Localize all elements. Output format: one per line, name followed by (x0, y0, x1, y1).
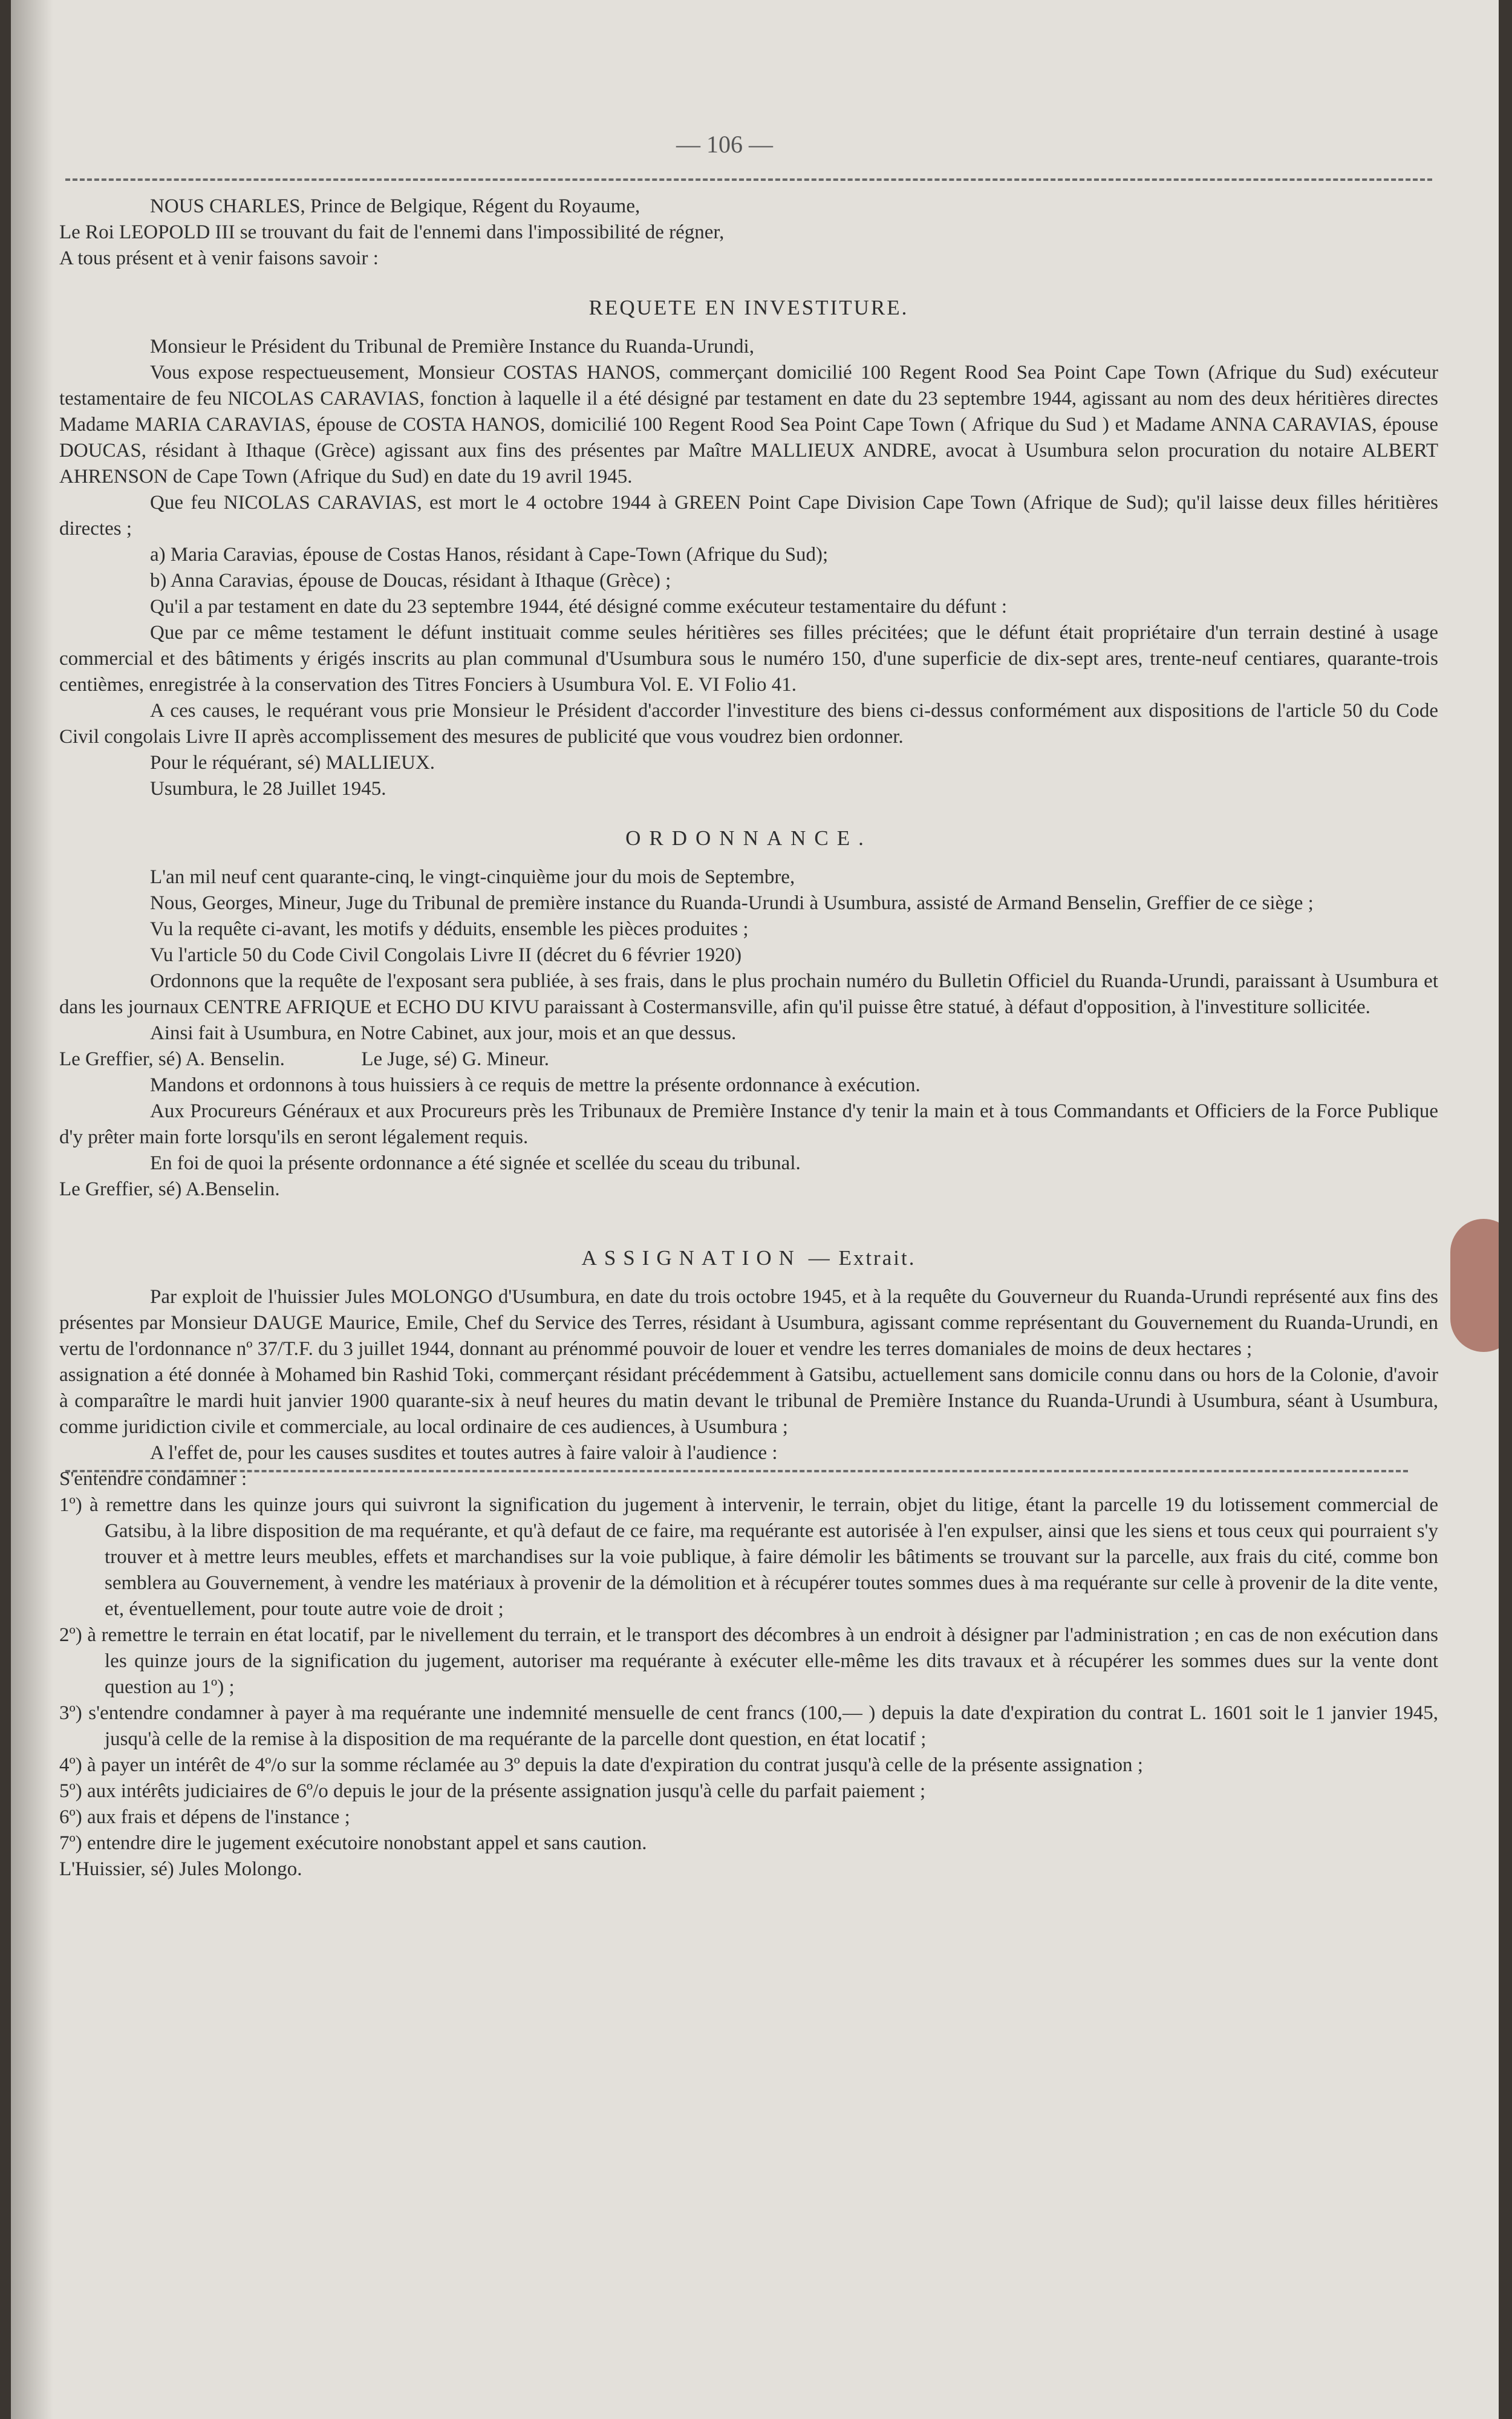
assignation-item: 3º) s'entendre condamner à payer à ma requérante une indemnité mensuelle de cent francs (100,— ) depuis la date d'expiration du contrat L. 1601 soit le 1 janvier 1945, jusqu'à celle de la remise à la disposition de ma requérante de la parcelle dont question, en état locatif ; (59, 1702, 1438, 1750)
requete-paragraph: b) Anna Caravias, épouse de Doucas, résidant à Ithaque (Grèce) ; (150, 570, 671, 592)
requete-paragraph: A ces causes, le requérant vous prie Monsieur le Président d'accorder l'investiture des biens ci-dessus conformément aux dispositions de l'article 50 du Code Civil congolais Livre II après accomplissement des mesures de publicité que vous voudrez bien ordonner. (59, 700, 1438, 748)
page-number: — 106 — (676, 131, 773, 158)
assignation-title: ASSIGNATION (581, 1246, 801, 1270)
requete-paragraph: Que par ce même testament le défunt instituait comme seules héritières ses filles précitées; que le défunt était propriétaire d'un terrain destiné à usage commercial et des bâtiments y érigés inscrits au plan communal d'Usumbura sous le numéro 150, d'une superficie de dix-sept ares, trente-neuf centiares, quarante-trois centièmes, enregistrée à la conservation des Titres Fonciers à Usumbura Vol. E. VI Folio 41. (59, 622, 1438, 696)
assignation-title-line (59, 1245, 1438, 1271)
requete-date: Usumbura, le 28 Juillet 1945. (150, 778, 386, 800)
assignation-paragraph: S'entendre condamner : (59, 1468, 247, 1490)
requete-paragraph: Qu'il a par testament en date du 23 septembre 1944, été désigné comme exécuteur testamentaire du défunt : (150, 596, 1008, 618)
assignation-item: 5º) aux intérêts judiciaires de 6º/o depuis le jour de la présente assignation jusqu'à celle du parfait paiement ; (59, 1780, 926, 1802)
ordonnance-paragraph: Nous, Georges, Mineur, Juge du Tribunal de première instance du Ruanda-Urundi à Usumbura, assisté de Armand Benselin, Greffier de ce siège ; (150, 892, 1314, 914)
assignation-paragraph: Par exploit de l'huissier Jules MOLONGO d'Usumbura, en date du trois octobre 1945, et à la requête du Gouverneur du Ruanda-Urundi représenté aux fins des présentes par Monsieur DAUGE Maurice, Emile, Chef du Service des Terres, résidant à Usumbura, agissant comme représentant du Gouvernement du Ruanda-Urundi, en vertu de l'ordonnance nº 37/T.F. du 3 juillet 1944, donnant au prénommé pouvoir de louer et vendre les terres domaniales de moins de deux hectares ; (59, 1286, 1438, 1360)
ordonnance-paragraph: Ainsi fait à Usumbura, en Notre Cabinet, aux jour, mois et an que dessus. (150, 1022, 737, 1044)
document-body (59, 194, 1438, 1882)
preamble-line-2: Le Roi LEOPOLD III se trouvant du fait de l'ennemi dans l'impossibilité de régner, (59, 221, 725, 243)
assignation-title-suffix: — Extrait. (808, 1246, 916, 1270)
assignation-paragraph: A l'effet de, pour les causes susdites et toutes autres à faire valoir à l'audience : (150, 1442, 778, 1464)
assignation-paragraph: assignation a été donnée à Mohamed bin Rashid Toki, commerçant résidant précédemment à Gatsibu, actuellement sans domicile connu dans ou hors de la Colonie, d'avoir à comparaître le mardi huit janvier 1900 quarante-six à neuf heures du matin devant le tribunal de Première Instance du Ruanda-Urundi à Usumbura, séant à Usumbura, comme juridiction civile et commerciale, au local ordinaire de ces audiences, à Usumbura ; (59, 1364, 1438, 1438)
assignation-item: 2º) à remettre le terrain en état locatif, par le nivellement du terrain, et le transport des décombres à un endroit à désigner par l'administration ; en cas de non exécution dans les quinze jours de la signification du jugement, autoriser ma requérante à exécuter elle-même les dits travaux et à récupérer les sommes dues sur la vente dont question au 1º) ; (59, 1624, 1438, 1698)
requete-signature: Pour le réquérant, sé) MALLIEUX. (150, 752, 435, 774)
assignation-item: 4º) à payer un intérêt de 4º/o sur la somme réclamée au 3º depuis la date d'expiration du contrat jusqu'à celle de la présente assignation ; (59, 1754, 1143, 1776)
ordonnance-paragraph: Vu l'article 50 du Code Civil Congolais Livre II (décret du 6 février 1920) (150, 944, 742, 966)
requete-paragraph: a) Maria Caravias, épouse de Costas Hanos, résidant à Cape-Town (Afrique du Sud); (150, 544, 829, 566)
ordonnance-paragraph: L'an mil neuf cent quarante-cinq, le vingt-cinquième jour du mois de Septembre, (150, 866, 795, 888)
huissier-signature: L'Huissier, sé) Jules Molongo. (59, 1858, 302, 1880)
document-page (11, 0, 1499, 2419)
assignation-item: 7º) entendre dire le jugement exécutoire nonobstant appel et sans caution. (59, 1832, 647, 1854)
assignation-item: 6º) aux frais et dépens de l'instance ; (59, 1806, 350, 1828)
ordonnance-paragraph: Vu la requête ci-avant, les motifs y déduits, ensemble les pièces produites ; (150, 918, 749, 940)
requete-paragraph: Vous expose respectueusement, Monsieur COSTAS HANOS, commerçant domicilié 100 Regent Rood Sea Point Cape Town (Afrique du Sud) exécuteur testamentaire de feu NICOLAS CARAVIAS, fonction à laquelle il a été désigné par testament en date du 23 septembre 1944, agissant au nom des deux héritières directes Madame MARIA CARAVIAS, épouse de COSTA HANOS, domicilié 100 Regent Rood Sea Point Cape Town ( Afrique du Sud ) et Madame ANNA CARAVIAS, épouse DOUCAS, résidant à Ithaque (Grèce) agissant aux fins des présentes par Maître MALLIEUX ANDRE, avocat à Usumbura selon procuration du notaire ALBERT AHRENSON de Cape Town (Afrique du Sud) en date du 19 avril 1945. (59, 362, 1438, 488)
page-binding-shadow (11, 0, 53, 2419)
ordonnance-title: ORDONNANCE. (625, 826, 872, 850)
requete-title: REQUETE EN INVESTITURE. (588, 296, 909, 319)
requete-paragraph: Que feu NICOLAS CARAVIAS, est mort le 4 octobre 1944 à GREEN Point Cape Division Cape Town (Afrique de Sud); qu'il laisse deux filles héritières directes ; (59, 492, 1438, 540)
header-rule (65, 178, 1432, 181)
requete-paragraph: Monsieur le Président du Tribunal de Première Instance du Ruanda-Urundi, (150, 336, 754, 357)
assignation-item: 1º) à remettre dans les quinze jours qui suivront la signification du jugement à intervenir, le terrain, objet du litige, étant la parcelle 19 du lotissement commercial de Gatsibu, à la libre disposition de ma requérante, et qu'à defaut de ce faire, ma requérante est autorisée à l'en expulser, ainsi que les siens et tous ceux qui pourraient s'y trouver et à mettre leurs meubles, effets et marchandises sur la voie publique, à faire démolir les bâtiments se trouvant sur la parcelle, aux frais du cité, comme bon semblera au Gouvernement, à vendre les matériaux à provenir de la démolition et à récupérer toutes sommes dues à ma requérante sur celle à provenir de la dite vente, et, éventuellement, pour toute autre voie de droit ; (59, 1494, 1438, 1620)
juge-signature: Le Juge, sé) G. Mineur. (361, 1048, 550, 1070)
preamble-line-1: NOUS CHARLES, Prince de Belgique, Régent du Royaume, (150, 195, 640, 217)
ordonnance-paragraph: En foi de quoi la présente ordonnance a été signée et scellée du sceau du tribunal. (150, 1152, 801, 1174)
preamble-line-3: A tous présent et à venir faisons savoir : (59, 247, 379, 269)
greffier-signature: Le Greffier, sé) A. Benselin. (59, 1048, 285, 1070)
thumb-finger (1450, 1219, 1499, 1352)
ordonnance-signatures (59, 1046, 1438, 1072)
ordonnance-paragraph: Mandons et ordonnons à tous huissiers à ce requis de mettre la présente ordonnance à exécution. (150, 1074, 921, 1096)
ordonnance-paragraph: Ordonnons que la requête de l'exposant sera publiée, à ses frais, dans le plus prochain numéro du Bulletin Officiel du Ruanda-Urundi, paraissant à Usumbura et dans les journaux CENTRE AFRIQUE et ECHO DU KIVU paraissant à Costermansville, afin qu'il puisse être statué, à défaut d'opposition, à l'investiture sollicitée. (59, 970, 1438, 1018)
ordonnance-final-signature: Le Greffier, sé) A.Benselin. (59, 1178, 280, 1200)
ordonnance-paragraph: Aux Procureurs Généraux et aux Procureurs près les Tribunaux de Première Instance d'y tenir la main et à tous Commandants et Officiers de la Force Publique d'y prêter main forte lorsqu'ils en seront légalement requis. (59, 1100, 1438, 1148)
